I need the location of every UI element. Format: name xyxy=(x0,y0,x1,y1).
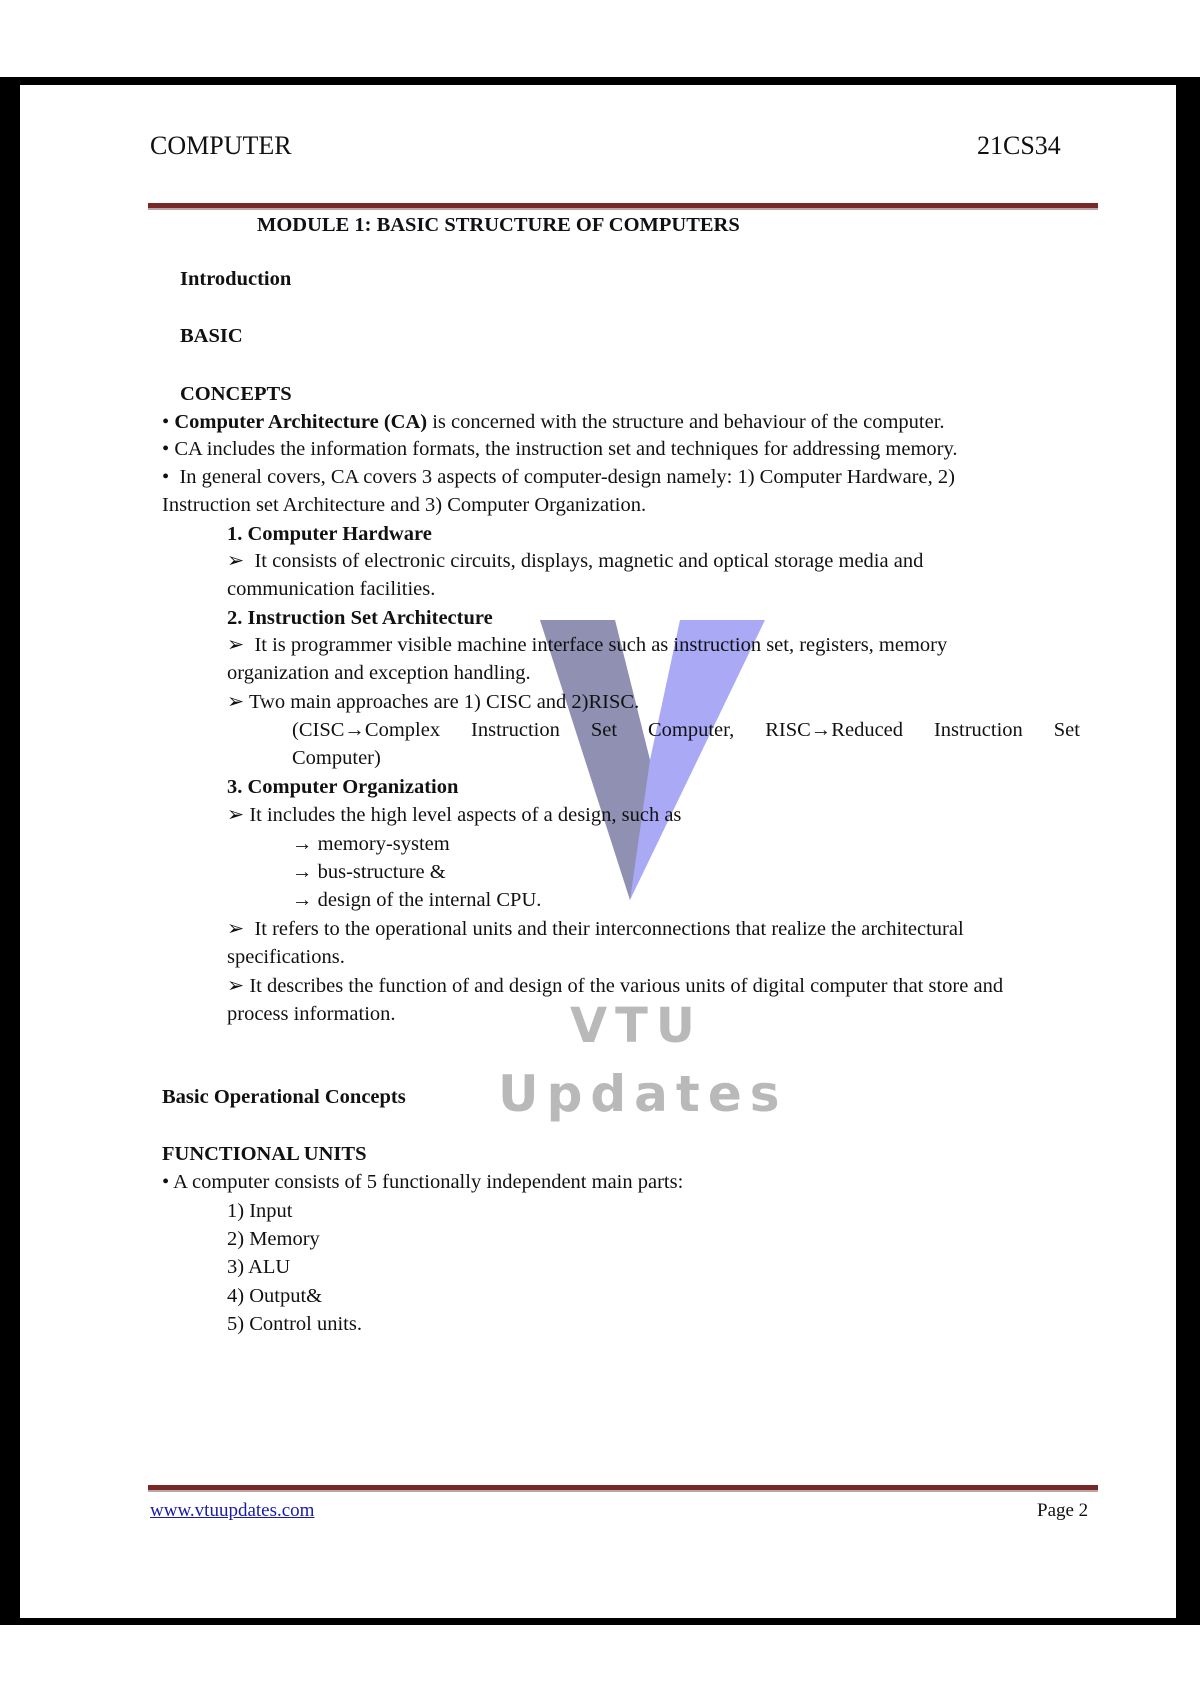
section1-line1-text: It consists of electronic circuits, displays, magnetic and optical storage media and xyxy=(254,550,924,572)
footer-rule xyxy=(148,1485,1098,1492)
header-left: COMPUTER xyxy=(150,131,292,160)
bullet-ca-covers: • In general covers, CA covers 3 aspects of computer-design namely: 1) Computer Hardware, 2) xyxy=(162,466,955,488)
watermark-updates: Updates xyxy=(498,1065,788,1123)
fu-list-item: 1) Input xyxy=(227,1200,293,1222)
section2-title: 2. Instruction Set Architecture xyxy=(227,607,493,629)
section1-line2: communication facilities. xyxy=(227,578,436,600)
header-rule xyxy=(148,203,1098,210)
heading-introduction: Introduction xyxy=(180,268,292,290)
section3-item: → memory-system xyxy=(292,833,450,855)
bullet-ca-bold: Computer Architecture (CA) xyxy=(174,411,428,433)
fu-list-item: 4) Output& xyxy=(227,1285,323,1307)
section2-line1-text: It is programmer visible machine interface such as instruction set, registers, memory xyxy=(254,634,948,656)
bullet-ca-includes-text: CA includes the information formats, the instruction set and techniques for addressing memory. xyxy=(174,438,958,460)
section3-line1: ➢ It includes the high level aspects of a design, such as xyxy=(227,804,682,826)
section3-line3a-text: It describes the function of and design of the various units of digital computer that store and xyxy=(249,975,1004,997)
section3-line2b: specifications. xyxy=(227,946,345,968)
bullet-ca-includes: • CA includes the information formats, the instruction set and techniques for addressing memory. xyxy=(162,438,958,460)
section3-line3a: ➢ It describes the function of and design of the various units of digital computer that store and xyxy=(227,975,1004,997)
bullet-ca-covers-cont: Instruction set Architecture and 3) Computer Organization. xyxy=(162,494,647,516)
fu-list-item: 2) Memory xyxy=(227,1228,320,1250)
cisc-word: Set xyxy=(1053,719,1080,741)
cisc-word: Set xyxy=(590,719,618,741)
section3-line3b: process information. xyxy=(227,1003,396,1025)
footer-page-number: Page 2 xyxy=(1037,1500,1089,1521)
heading-basic: BASIC xyxy=(180,325,243,347)
document-page xyxy=(20,85,1176,1618)
cisc-word: Computer, xyxy=(647,719,735,741)
bullet-functional-units: • A computer consists of 5 functionally independent main parts: xyxy=(162,1171,684,1193)
section2-line2: organization and exception handling. xyxy=(227,662,531,684)
section1-line1: ➢ It consists of electronic circuits, displays, magnetic and optical storage media and xyxy=(227,550,924,572)
heading-concepts: CONCEPTS xyxy=(180,383,292,405)
bullet-functional-units-text: A computer consists of 5 functionally independent main parts: xyxy=(173,1171,684,1193)
module-title: MODULE 1: BASIC STRUCTURE OF COMPUTERS xyxy=(257,214,740,236)
heading-functional-units: FUNCTIONAL UNITS xyxy=(162,1143,367,1165)
section3-line1-text: It includes the high level aspects of a design, such as xyxy=(249,804,682,826)
cisc-word: RISC→Reduced xyxy=(765,719,904,741)
bullet-ca-covers-text: In general covers, CA covers 3 aspects of computer-design namely: 1) Computer Hardware, 2) xyxy=(179,466,955,488)
section1-title: 1. Computer Hardware xyxy=(227,523,432,545)
section2-line1: ➢ It is programmer visible machine interface such as instruction set, registers, memory xyxy=(227,634,948,656)
cisc-word: Instruction xyxy=(471,719,560,741)
footer-website-link[interactable]: www.vtuupdates.com xyxy=(150,1500,315,1521)
header-right: 21CS34 xyxy=(977,131,1061,160)
fu-list-item: 5) Control units. xyxy=(227,1313,362,1335)
bullet-ca-definition: • Computer Architecture (CA) is concerned with the structure and behaviour of the computer. xyxy=(162,411,945,433)
fu-list-item: 3) ALU xyxy=(227,1256,291,1278)
section2-line3-text: Two main approaches are 1) CISC and 2)RISC. xyxy=(248,691,640,713)
cisc-word: Instruction xyxy=(933,719,1023,741)
cisc-risc-line2: Computer) xyxy=(292,747,381,769)
bullet-ca-rest: is concerned with the structure and behaviour of the computer. xyxy=(427,411,945,433)
cisc-word: (CISC→Complex xyxy=(292,719,441,741)
section3-line2a: ➢ It refers to the operational units and their interconnections that realize the architectural xyxy=(227,918,964,940)
section2-line3: ➢ Two main approaches are 1) CISC and 2)RISC. xyxy=(227,691,640,713)
cisc-risc-line xyxy=(292,716,1080,745)
watermark-vtu: VTU xyxy=(570,998,703,1054)
section3-item: → design of the internal CPU. xyxy=(292,889,542,911)
heading-basic-operational: Basic Operational Concepts xyxy=(162,1086,406,1108)
section3-title: 3. Computer Organization xyxy=(227,776,459,798)
section3-line2a-text: It refers to the operational units and their interconnections that realize the architectural xyxy=(254,918,964,940)
section3-item: → bus-structure & xyxy=(292,861,446,883)
